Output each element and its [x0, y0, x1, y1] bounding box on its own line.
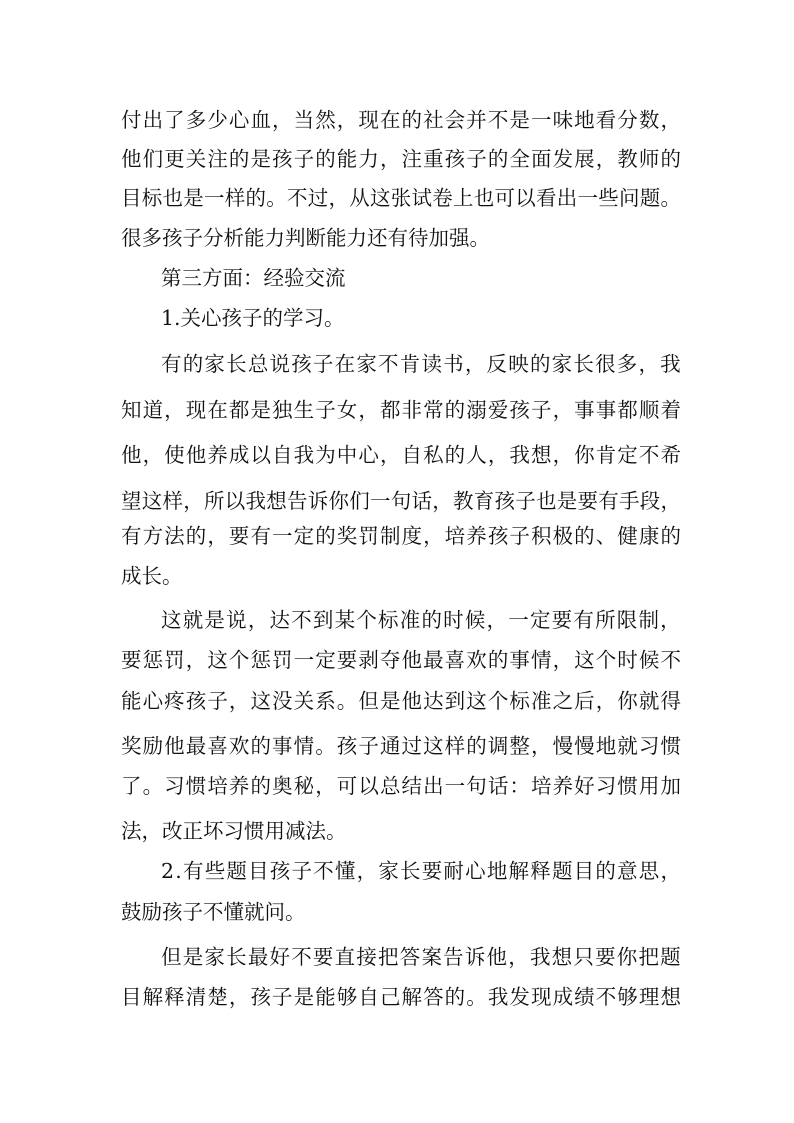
- text-line: 很多孩子分析能力判断能力还有待加强。: [121, 226, 490, 250]
- text-line: 目 解 释 清 楚 ， 孩 子 是 能 够 自 己 解 答 的 。 我 发 现 成 绩 不 够 理 想: [121, 985, 681, 1009]
- section-heading: 第三方面：经验交流: [161, 266, 346, 290]
- text-line: 鼓励孩子不懂就问。: [121, 900, 306, 924]
- text-line: 有 方 法 的 ， 要 有 一 定 的 奖 罚 制 度 ， 培 养 孩 子 积 极 的 、 健 康 的: [121, 524, 681, 548]
- text-line: 目 标 也 是 一 样 的 。 不 过 ， 从 这 张 试 卷 上 也 可 以 看 出 一 些 问 题 。: [121, 186, 681, 210]
- text-line: 他 们 更 关 注 的 是 孩 子 的 能 力 ， 注 重 孩 子 的 全 面 发 展 ， 教 师 的: [121, 147, 681, 171]
- text-line: 能 心 疼 孩 子 ， 这 没 关 系 。 但 是 他 达 到 这 个 标 准 之 后 ， 你 就 得: [121, 689, 681, 713]
- text-line: 这 就 是 说 ， 达 不 到 某 个 标 准 的 时 候 ， 一 定 要 有 所 限 制 ，: [161, 608, 681, 632]
- numbered-heading: 1.关心孩子的学习。: [161, 306, 345, 330]
- text-line: 要 惩 罚 ， 这 个 惩 罚 一 定 要 剥 夺 他 最 喜 欢 的 事 情 ， 这 个 时 候 不: [121, 648, 681, 672]
- text-line: 有 的 家 长 总 说 孩 子 在 家 不 肯 读 书 ， 反 映 的 家 长 很 多 ， 我: [161, 352, 681, 376]
- text-line: 望 这 样 ， 所 以 我 想 告 诉 你 们 一 句 话 ， 教 育 孩 子 也 是 要 有 手 段 ，: [121, 489, 681, 513]
- text-line: 付 出 了 多 少 心 血 ， 当 然 ， 现 在 的 社 会 并 不 是 一 味 地 看 分 数 ，: [121, 108, 681, 132]
- text-line: 2 . 有 些 题 目 孩 子 不 懂 ， 家 长 要 耐 心 地 解 释 题 目 的 意 思 ，: [161, 859, 681, 883]
- text-line: 成长。: [121, 564, 183, 588]
- text-line: 法，改正坏习惯用减法。: [121, 819, 347, 843]
- text-line: 了 。 习 惯 培 养 的 奥 秘 ， 可 以 总 结 出 一 句 话 ： 培 养 好 习 惯 用 加: [121, 774, 681, 798]
- text-line: 知 道 ， 现 在 都 是 独 生 子 女 ， 都 非 常 的 溺 爱 孩 子 ， 事 事 都 顺 着: [121, 398, 681, 422]
- text-line: 他 ， 使 他 养 成 以 自 我 为 中 心 ， 自 私 的 人 ， 我 想 ， 你 肯 定 不 希: [121, 443, 681, 467]
- text-line: 但 是 家 长 最 好 不 要 直 接 把 答 案 告 诉 他 ， 我 想 只 要 你 把 题: [161, 945, 681, 969]
- text-line: 奖 励 他 最 喜 欢 的 事 情 。 孩 子 通 过 这 样 的 调 整 ， 慢 慢 地 就 习 惯: [121, 734, 681, 758]
